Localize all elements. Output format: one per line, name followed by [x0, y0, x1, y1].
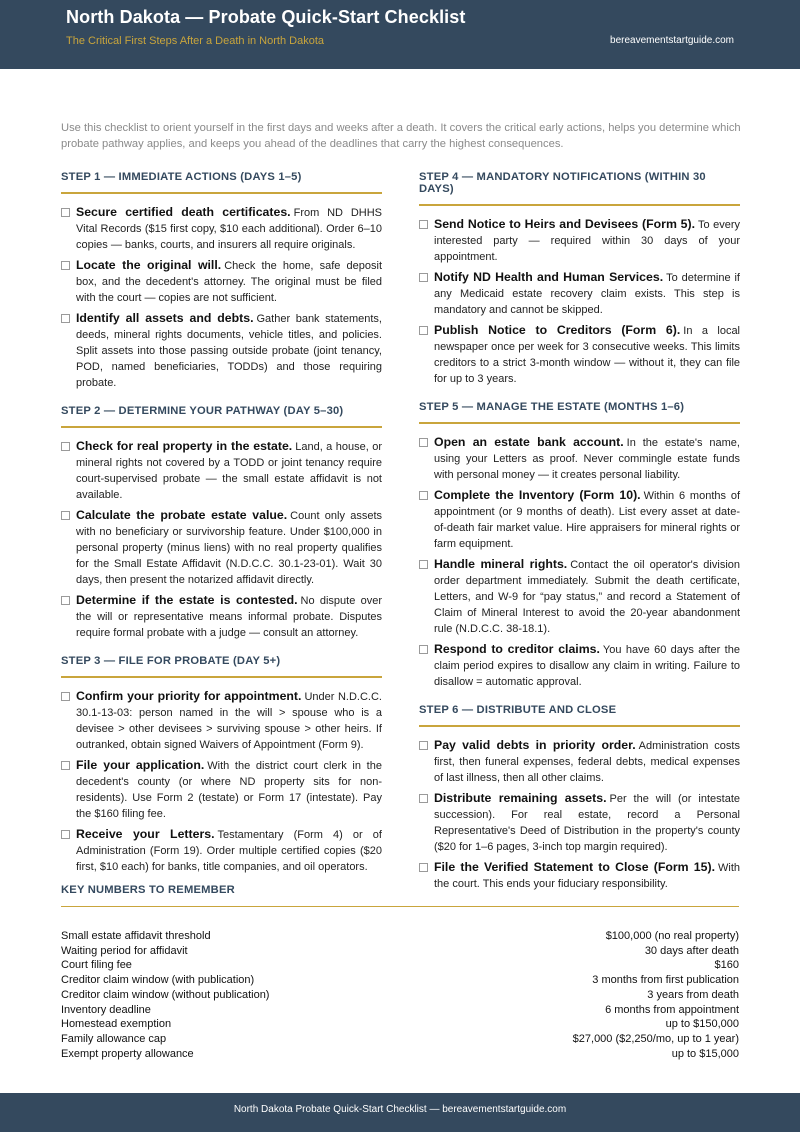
- checkbox-icon[interactable]: [61, 761, 70, 770]
- key-number-label: Exempt property allowance: [61, 1047, 194, 1060]
- item-lead: Publish Notice to Creditors (Form 6).: [434, 323, 681, 337]
- item-lead: Respond to creditor claims.: [434, 642, 600, 656]
- checkbox-icon[interactable]: [61, 314, 70, 323]
- key-number-value: 3 months from first publication: [592, 974, 739, 987]
- checklist-item: [419, 487, 740, 552]
- checklist-item: [419, 641, 740, 690]
- key-number-value: 3 years from death: [647, 988, 739, 1001]
- right-column: [419, 171, 740, 906]
- item-text: Contact the oil operator's division order department immediately. Submit the death certificate, Letters, and W-9 for “pay status,” and record a Statement of Claim of Mineral Interest to avoid the 20-year abandonment rule (N.D.C.C. 38-18.1).: [434, 559, 740, 635]
- key-number-label: Small estate affidavit threshold: [61, 930, 211, 942]
- item-text: Check the home, safe deposit box, and the decedent's attorney. The original must be filed with the court — copies are not sufficient.: [76, 260, 383, 304]
- item-text: Administration costs first, then funeral expenses, federal debts, medical expenses of last illness, then all other claims.: [434, 740, 740, 784]
- checkbox-icon[interactable]: [61, 261, 70, 270]
- item-text: Testamentary (Form 4) or of Administration (Form 19). Order multiple certified copies ($20 first, $10 each) for banks, title companies, and oil operators.: [76, 829, 382, 873]
- checklist-item: [419, 790, 740, 855]
- item-text: Per the will (or intestate succession). For real estate, record a Personal Representative's Deed of Distribution in the property's county ($20 for 1–6 pages, 3-inch top margin required).: [434, 793, 740, 853]
- key-number-label: Creditor claim window (without publication): [61, 988, 270, 1001]
- checklist-item: [61, 257, 382, 306]
- item-text: From ND DHHS Vital Records ($15 first copy, $10 each additional). Order 6–10 copies — banks, courts, and insurers all require originals.: [76, 207, 382, 251]
- item-lead: Locate the original will.: [76, 258, 222, 272]
- item-text: In the estate's name, using your Letters as proof. Never commingle estate funds with personal money — it creates personal liability.: [434, 437, 740, 481]
- footer-text: North Dakota Probate Quick-Start Checklist — bereavementstartguide.com: [233, 1104, 567, 1115]
- item-text: Count only assets with no beneficiary or survivorship feature. Under $100,000 in personal property (minus liens) with no real property qualifies for the Small Estate Affidavit (N.D.C.C. 30.1-23-01). Wait 30 days, then present the notarized affidavit directly.: [76, 510, 382, 586]
- checklist-item: [61, 310, 382, 391]
- checklist-item: [419, 737, 740, 786]
- page-subtitle: The Critical First Steps After a Death in North Dakota: [66, 35, 324, 47]
- item-lead: File the Verified Statement to Close (Form 15).: [434, 860, 715, 874]
- page-header: [0, 0, 800, 69]
- key-number-value: $27,000 ($2,250/mo, up to 1 year): [572, 1032, 739, 1045]
- item-lead: Secure certified death certificates.: [76, 205, 291, 219]
- checkbox-icon[interactable]: [419, 645, 428, 654]
- step-title: STEP 2 — DETERMINE YOUR PATHWAY (DAY 5–30): [61, 405, 382, 428]
- item-lead: Check for real property in the estate.: [76, 439, 293, 453]
- item-lead: Send Notice to Heirs and Devisees (Form 5).: [434, 217, 696, 231]
- step-section: [61, 405, 382, 641]
- item-lead: Identify all assets and debts.: [76, 311, 254, 325]
- checkbox-icon[interactable]: [419, 273, 428, 282]
- checklist-item: [61, 688, 382, 753]
- step-title: STEP 4 — MANDATORY NOTIFICATIONS (WITHIN 30 DAYS): [419, 171, 740, 206]
- key-number-row: [61, 1032, 739, 1047]
- item-lead: Determine if the estate is contested.: [76, 593, 298, 607]
- item-text: To determine if any Medicaid estate recovery claim exists. This step is mandatory and cannot be skipped.: [434, 272, 740, 316]
- checklist-item: [61, 757, 382, 822]
- item-lead: Calculate the probate estate value.: [76, 508, 288, 522]
- key-number-value: 6 months from appointment: [605, 1003, 739, 1016]
- key-number-label: Court filing fee: [61, 959, 132, 972]
- key-numbers-title: KEY NUMBERS TO REMEMBER: [61, 884, 739, 907]
- checkbox-icon[interactable]: [61, 208, 70, 217]
- key-number-label: Waiting period for affidavit: [61, 944, 188, 957]
- checklist-item: [419, 269, 740, 318]
- item-text: Within 6 months of appointment (or 9 months of death). List every asset at date-of-death fair market value. Hire appraisers for mineral rights or farm equipment.: [434, 490, 740, 550]
- checkbox-icon[interactable]: [61, 442, 70, 451]
- key-number-row: [61, 944, 739, 959]
- item-text: With the court. This ends your fiduciary responsibility.: [434, 862, 740, 890]
- step-section: [419, 704, 740, 892]
- checkbox-icon[interactable]: [61, 511, 70, 520]
- page-title: North Dakota — Probate Quick-Start Checklist: [66, 7, 466, 27]
- item-text: To every interested party — required within 30 days of your appointment.: [434, 219, 740, 263]
- checkbox-icon[interactable]: [419, 741, 428, 750]
- checkbox-icon[interactable]: [419, 220, 428, 229]
- item-lead: Complete the Inventory (Form 10).: [434, 488, 641, 502]
- item-lead: File your application.: [76, 758, 205, 772]
- item-text: With the district court clerk in the decedent's county (or where ND property sits for non-residents). Use Form 2 (testate) or Form 17 (intestate). Pay the $160 filing fee.: [76, 760, 382, 820]
- key-number-value: $100,000 (no real property): [605, 930, 739, 942]
- item-lead: Receive your Letters.: [76, 827, 215, 841]
- step-section: [419, 401, 740, 690]
- key-number-value: up to $15,000: [671, 1047, 739, 1060]
- checklist-item: [61, 592, 382, 641]
- key-number-row: [61, 929, 739, 944]
- site-name: bereavementstartguide.com: [610, 35, 734, 46]
- step-section: [61, 171, 382, 391]
- checkbox-icon[interactable]: [419, 863, 428, 872]
- key-number-row: [61, 1017, 739, 1032]
- checkbox-icon[interactable]: [419, 794, 428, 803]
- intro-paragraph: Use this checklist to orient yourself in the first days and weeks after a death. It covers the critical early actions, helps you determine which probate pathway applies, and keeps you ahead of the deadlines that carry the highest consequences.: [61, 122, 741, 150]
- checklist-item: [419, 216, 740, 265]
- checklist-item: [61, 507, 382, 588]
- key-numbers-table: [61, 929, 739, 1061]
- key-number-row: [61, 1003, 739, 1018]
- step-title: STEP 6 — DISTRIBUTE AND CLOSE: [419, 704, 740, 727]
- item-text: No dispute over the will or representative means informal probate. Disputes require formal probate with a judge — consult an attorney.: [76, 595, 382, 639]
- checkbox-icon[interactable]: [419, 438, 428, 447]
- step-section: [419, 171, 740, 387]
- checklist-item: [419, 434, 740, 483]
- key-number-label: Family allowance cap: [61, 1032, 167, 1045]
- step-title: STEP 1 — IMMEDIATE ACTIONS (DAYS 1–5): [61, 171, 382, 194]
- page-footer: [0, 1093, 800, 1132]
- checkbox-icon[interactable]: [419, 491, 428, 500]
- checklist-item: [61, 204, 382, 253]
- key-number-row: [61, 1047, 739, 1062]
- item-text: Land, a house, or mineral rights not covered by a TODD or joint tenancy require court-supervised probate — the small estate affidavit is not available.: [76, 441, 382, 501]
- key-number-row: [61, 988, 739, 1003]
- item-lead: Pay valid debts in priority order.: [434, 738, 636, 752]
- key-numbers-section: [61, 884, 739, 1061]
- item-lead: Handle mineral rights.: [434, 557, 568, 571]
- checklist-item: [61, 438, 382, 503]
- item-lead: Distribute remaining assets.: [434, 791, 607, 805]
- key-number-label: Creditor claim window (with publication): [61, 974, 255, 987]
- checkbox-icon[interactable]: [61, 692, 70, 701]
- item-lead: Notify ND Health and Human Services.: [434, 270, 664, 284]
- key-number-value: 30 days after death: [644, 944, 739, 957]
- item-text: You have 60 days after the claim period expires to disallow any claim in writing. Failure to disallow = automatic approval.: [434, 644, 740, 688]
- checkbox-icon[interactable]: [419, 326, 428, 335]
- step-section: [61, 655, 382, 875]
- key-number-label: Homestead exemption: [61, 1018, 172, 1031]
- key-number-label: Inventory deadline: [61, 1003, 151, 1016]
- checkbox-icon[interactable]: [419, 560, 428, 569]
- item-lead: Open an estate bank account.: [434, 435, 624, 449]
- key-number-row: [61, 958, 739, 973]
- step-title: STEP 3 — FILE FOR PROBATE (DAY 5+): [61, 655, 382, 678]
- item-text: Under N.D.C.C. 30.1-13-03: person named in the will > spouse who is a devisee > other devisees > surviving spouse > other heirs. If outranked, obtain signed Waivers of Appointment (Form 9).: [76, 691, 382, 751]
- key-number-row: [61, 973, 739, 988]
- checklist-item: [419, 322, 740, 387]
- key-number-value: $160: [714, 959, 739, 972]
- item-text: In a local newspaper once per week for 3 consecutive weeks. This limits creditors to a strict 3-month window — without it, they can file for up to 3 years.: [434, 325, 741, 385]
- item-lead: Confirm your priority for appointment.: [76, 689, 302, 703]
- checklist-item: [61, 826, 382, 875]
- item-text: Gather bank statements, deeds, mineral rights documents, vehicle titles, and policies. Split assets into those passing outside probate (joint tenancy, POD, named beneficiaries, TODDs) and those requiring probate.: [76, 313, 382, 389]
- checklist-item: [419, 556, 740, 637]
- key-number-value: up to $150,000: [665, 1018, 739, 1031]
- left-column: [61, 171, 382, 889]
- checkbox-icon[interactable]: [61, 830, 70, 839]
- checkbox-icon[interactable]: [61, 596, 70, 605]
- step-title: STEP 5 — MANAGE THE ESTATE (MONTHS 1–6): [419, 401, 740, 424]
